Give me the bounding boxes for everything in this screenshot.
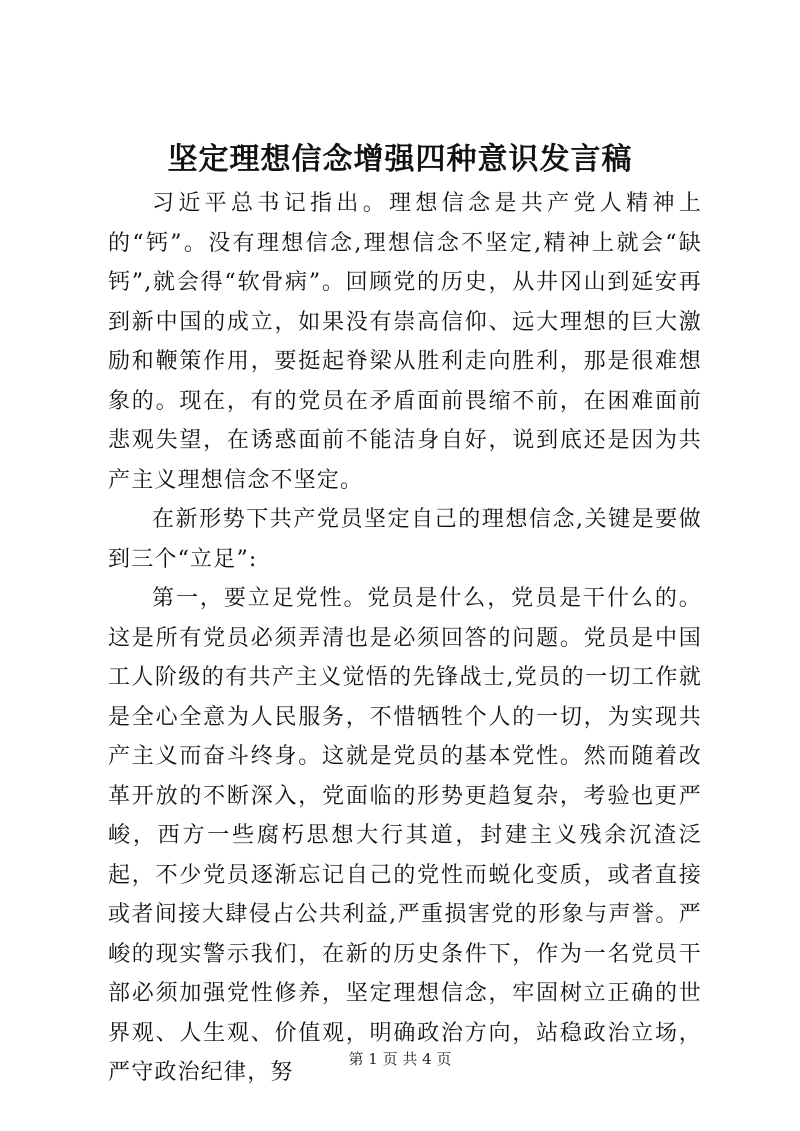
paragraph-three-foundations: 在新形势下共产党员坚定自己的理想信念,关键是要做到三个“立足”: [108, 507, 702, 572]
paragraph-intro: 习近平总书记指出。理想信念是共产党人精神上的“钙”。没有理想信念,理想信念不坚定,精神上就会“缺钙”,就会得“软骨病”。回顾党的历史，从井冈山到延安再到新中国的成立，如果没有崇高信仰、远大理想的巨大激励和鞭策作用，要挺起脊梁从胜利走向胜利，那是很难想象的。现在，有的党员在矛盾面前畏缩不前，在困难面前悲观失望，在诱惑面前不能洁身自好，说到底还是因为共产主义理想信念不坚定。 [108, 191, 702, 493]
paragraph-party-spirit: 第一，要立足党性。党员是什么，党员是干什么的。这是所有党员必须弄清也是必须回答的问题。党员是中国工人阶级的有共产主义觉悟的先锋战士,党员的一切工作就是全心全意为人民服务，不惜牺牲个人的一切，为实现共产主义而奋斗终身。这就是党员的基本党性。然而随着改革开放的不断深入，党面临的形势更趋复杂，考验也更严峻，西方一些腐朽思想大行其道，封建主义残余沉渣泛起，不少党员逐渐忘记自己的党性而蜕化变质，或者直接或者间接大肆侵占公共利益,严重损害党的形象与声誉。严峻的现实警示我们，在新的历史条件下，作为一名党员干部必须加强党性修养，坚定理想信念，牢固树立正确的世界观、人生观、价值观，明确政治方向，站稳政治立场，严守政治纪律，努 [108, 586, 702, 1085]
document-body [108, 184, 702, 1093]
document-title: 坚定理想信念增强四种意识发言稿 [167, 142, 633, 177]
page-footer: 第 1 页 共 4 页 [348, 1050, 452, 1068]
